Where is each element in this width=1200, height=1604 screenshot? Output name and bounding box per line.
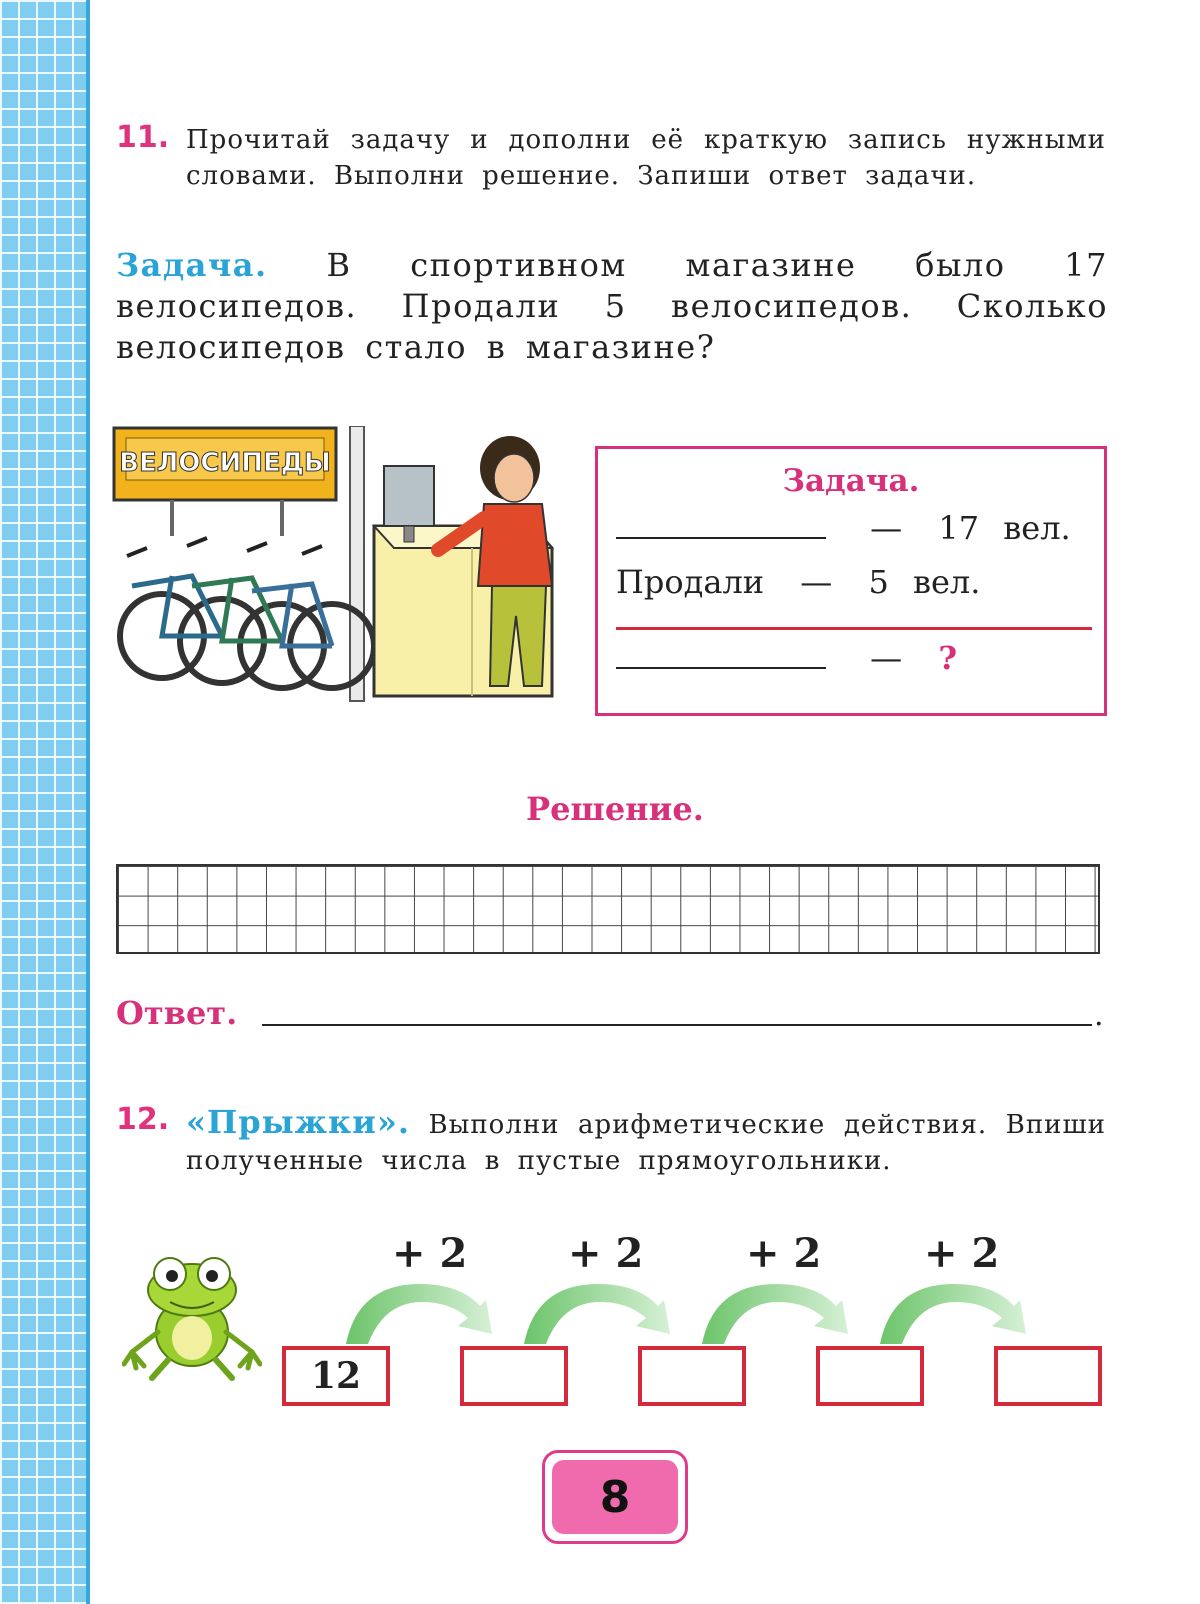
record-row-1: [616, 509, 1071, 547]
frog-icon: [122, 1252, 262, 1382]
jump-box-4[interactable]: [816, 1346, 924, 1406]
task-12-text: [186, 1104, 1106, 1179]
task-12-instruction: Выполни арифметические действия. Впиши полученные числа в пустые прямоугольники.: [186, 1110, 1106, 1176]
margin-line: [86, 0, 90, 1604]
margin-grid-strip: [0, 0, 90, 1604]
record-red-line: [616, 627, 1092, 630]
record-value-1: 17 вел.: [938, 509, 1071, 547]
jump-arrow: [702, 1284, 848, 1344]
jump-box-2[interactable]: [460, 1346, 568, 1406]
jump-label-4: + 2: [924, 1230, 1000, 1277]
jump-box-3[interactable]: [638, 1346, 746, 1406]
jump-label-2: + 2: [568, 1230, 644, 1277]
record-dash-2: —: [800, 563, 833, 601]
solution-grid[interactable]: [116, 864, 1100, 954]
record-question: ?: [938, 639, 958, 677]
answer-end-dot: .: [1094, 998, 1104, 1033]
answer-line[interactable]: [262, 1024, 1092, 1026]
shop-sign-text: ВЕЛОСИПЕДЫ: [119, 448, 331, 478]
record-label-2: Продали: [616, 563, 765, 601]
short-record-box: [595, 446, 1107, 716]
problem-text: [116, 245, 1108, 368]
record-blank-1[interactable]: [616, 537, 826, 539]
record-value-2: 5 вел.: [868, 563, 981, 601]
bike-shop-illustration: [112, 426, 582, 716]
task-12-title: «Прыжки».: [186, 1103, 410, 1141]
jump-arrows: [340, 1270, 1060, 1346]
jump-label-1: + 2: [392, 1230, 468, 1277]
bicycles: [120, 538, 374, 688]
problem-body: В спортивном магазине было 17 велосипедов. Продали 5 велосипедов. Сколько велосипедов стало в магазине?: [116, 246, 1109, 366]
jump-arrow: [346, 1284, 492, 1344]
task-11-number: 11.: [116, 120, 170, 155]
record-dash-3: —: [870, 639, 903, 677]
jump-box-1[interactable]: 12: [282, 1346, 390, 1406]
record-blank-3[interactable]: [616, 667, 826, 669]
jump-box-5[interactable]: [994, 1346, 1102, 1406]
record-row-3: [616, 639, 957, 677]
jump-arrow: [880, 1284, 1026, 1344]
record-title: Задача.: [782, 463, 920, 499]
page-number: 8: [552, 1460, 678, 1534]
record-row-2: [616, 563, 980, 601]
solution-title: Решение.: [526, 790, 704, 828]
task-11-instruction: Прочитай задачу и дополни её краткую запись нужными словами. Выполни решение. Запиши ответ задачи.: [186, 125, 1106, 191]
task-12-number: 12.: [116, 1102, 170, 1137]
answer-label: Ответ.: [116, 994, 238, 1032]
record-dash-1: —: [870, 509, 903, 547]
jump-arrow: [524, 1284, 670, 1344]
jump-label-3: + 2: [746, 1230, 822, 1277]
problem-label: Задача.: [116, 246, 268, 284]
